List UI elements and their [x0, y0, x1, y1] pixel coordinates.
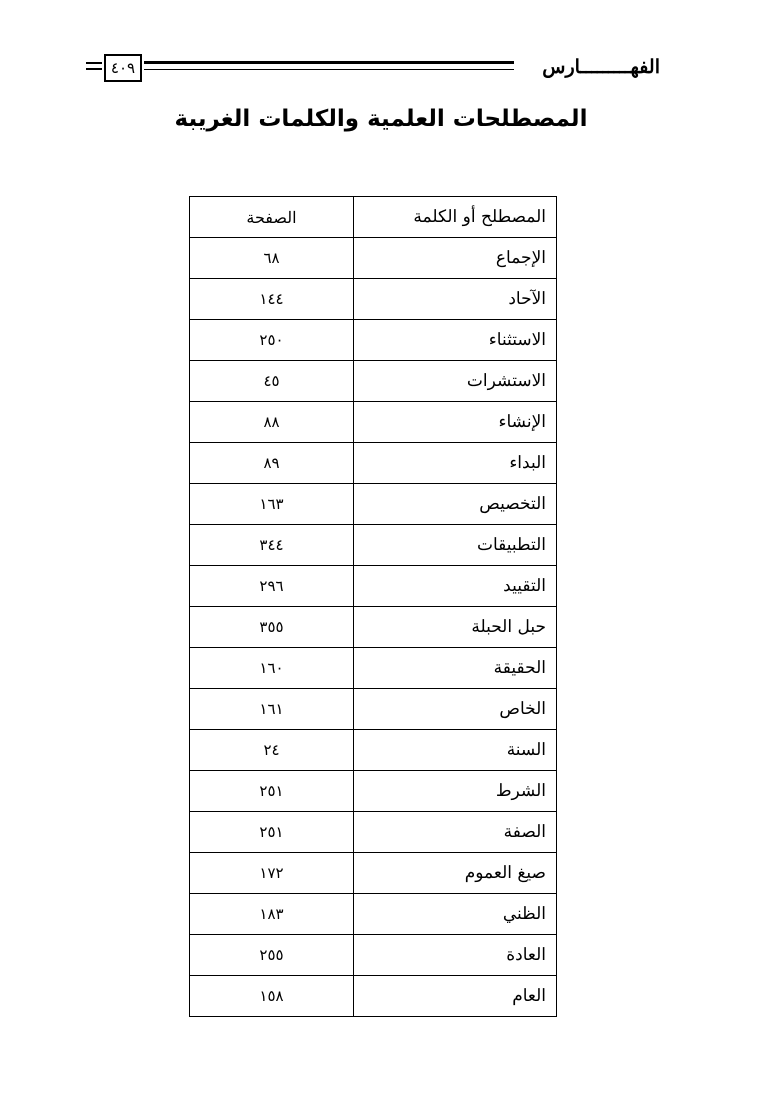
term-cell: صيغ العموم [354, 853, 557, 894]
term-cell: الخاص [354, 689, 557, 730]
term-cell: العام [354, 976, 557, 1017]
page-cell: ١٦١ [190, 689, 354, 730]
page-cell: ٢٩٦ [190, 566, 354, 607]
page-cell: ٨٩ [190, 443, 354, 484]
terms-table [189, 196, 557, 1017]
term-cell: الاستشرات [354, 361, 557, 402]
term-cell: البداء [354, 443, 557, 484]
term-cell: الظني [354, 894, 557, 935]
table-header-row [190, 197, 557, 238]
term-cell: الإنشاء [354, 402, 557, 443]
table-row [190, 607, 557, 648]
term-cell: التطبيقات [354, 525, 557, 566]
table-row [190, 935, 557, 976]
page-cell: ١٦٣ [190, 484, 354, 525]
table-row [190, 648, 557, 689]
table-row [190, 566, 557, 607]
running-header [100, 52, 660, 82]
page-cell: ٢٥٠ [190, 320, 354, 361]
column-header-page: الصفحة [190, 197, 354, 238]
page-cell: ٤٥ [190, 361, 354, 402]
table-row [190, 812, 557, 853]
term-cell: العادة [354, 935, 557, 976]
page-cell: ٨٨ [190, 402, 354, 443]
table-row [190, 443, 557, 484]
header-rule [144, 61, 514, 70]
table-row [190, 238, 557, 279]
term-cell: الشرط [354, 771, 557, 812]
page-cell: ١٧٢ [190, 853, 354, 894]
term-cell: التخصيص [354, 484, 557, 525]
table-row [190, 894, 557, 935]
page-cell: ١٨٣ [190, 894, 354, 935]
term-cell: حبل الحبلة [354, 607, 557, 648]
term-cell: الآحاد [354, 279, 557, 320]
table-row [190, 730, 557, 771]
page-cell: ٢٥١ [190, 771, 354, 812]
term-cell: التقييد [354, 566, 557, 607]
table-row [190, 279, 557, 320]
section-title: الفهـــــــــارس [542, 56, 660, 78]
page-cell: ٢٥٥ [190, 935, 354, 976]
table-row [190, 771, 557, 812]
column-header-term: المصطلح أو الكلمة [354, 197, 557, 238]
table-row [190, 320, 557, 361]
term-cell: الصفة [354, 812, 557, 853]
page-cell: ٣٥٥ [190, 607, 354, 648]
page-number: ٤٠٩ [104, 54, 142, 82]
page-cell: ١٦٠ [190, 648, 354, 689]
table-row [190, 484, 557, 525]
page-title: المصطلحات العلمية والكلمات الغريبة [174, 106, 588, 132]
table-row [190, 361, 557, 402]
page-cell: ٣٤٤ [190, 525, 354, 566]
table-row [190, 853, 557, 894]
table-row [190, 976, 557, 1017]
table-row [190, 402, 557, 443]
term-cell: السنة [354, 730, 557, 771]
table-row [190, 525, 557, 566]
page-cell: ٦٨ [190, 238, 354, 279]
page-cell: ٢٥١ [190, 812, 354, 853]
table-row [190, 689, 557, 730]
header-rule-end [86, 62, 102, 70]
page-cell: ٢٤ [190, 730, 354, 771]
term-cell: الإجماع [354, 238, 557, 279]
page-cell: ١٥٨ [190, 976, 354, 1017]
term-cell: الحقيقة [354, 648, 557, 689]
term-cell: الاستثناء [354, 320, 557, 361]
page-cell: ١٤٤ [190, 279, 354, 320]
